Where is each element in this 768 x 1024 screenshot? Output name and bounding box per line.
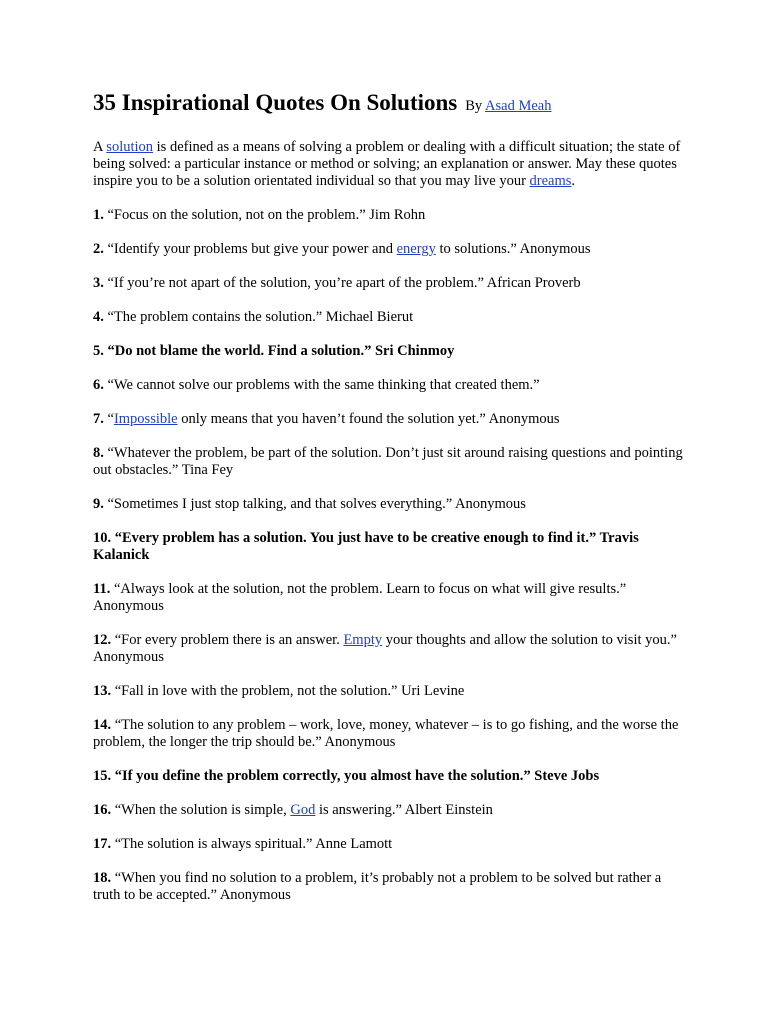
quote-number: 10. [93, 530, 112, 546]
quote-12 [93, 632, 683, 666]
quote-number: 5. [93, 343, 104, 359]
quote-text: is answering.” Albert Einstein [315, 802, 493, 818]
quote-11 [93, 581, 683, 615]
quote-text: “Sometimes I just stop talking, and that solves everything.” Anonymous [103, 496, 526, 512]
intro-text-2: is defined as a means of solving a problem or dealing with a difficult situation; the state of being solved: a particular instance or method or solving; an explanation or answer. May these quotes inspire you to be a solution orientated individual so that you may live your [93, 139, 681, 189]
document-page [93, 88, 683, 921]
quote-number: 1. [93, 207, 104, 223]
quote-number: 2. [93, 241, 104, 257]
quote-5 [93, 343, 683, 360]
intro-text-1: A [93, 139, 107, 155]
god-link[interactable]: God [290, 802, 316, 818]
quote-number: 17. [93, 836, 112, 852]
quote-text: “The solution to any problem – work, love, money, whatever – is to go fishing, and the worse the problem, the longer the trip should be.” Anonymous [93, 717, 679, 750]
quote-number: 6. [93, 377, 104, 393]
quote-text: to solutions.” Anonymous [435, 241, 591, 257]
quote-10 [93, 530, 683, 564]
quote-7 [93, 411, 683, 428]
intro-paragraph [93, 139, 683, 190]
quote-text: “The problem contains the solution.” Michael Bierut [103, 309, 414, 325]
intro-text-3: . [571, 173, 576, 189]
quote-number: 9. [93, 496, 104, 512]
quote-number: 18. [93, 870, 112, 886]
quote-text: “When you find no solution to a problem, it’s probably not a problem to be solved but rather a truth to be accepted.” Anonymous [93, 870, 662, 903]
quote-text: “If you’re not apart of the solution, you’re apart of the problem.” African Proverb [103, 275, 581, 291]
quote-number: 16. [93, 802, 112, 818]
impossible-link[interactable]: Impossible [113, 411, 178, 427]
quote-13 [93, 683, 683, 700]
quote-number: 11. [93, 581, 111, 597]
quote-8 [93, 445, 683, 479]
quote-text: “Do not blame the world. Find a solution.” Sri Chinmoy [103, 343, 455, 359]
title-line [93, 88, 683, 121]
quote-2 [93, 241, 683, 258]
quote-number: 3. [93, 275, 104, 291]
quote-text: “If you define the problem correctly, you almost have the solution.” Steve Jobs [111, 768, 600, 784]
quote-15 [93, 768, 683, 785]
byline-label: By [465, 98, 483, 114]
quote-9 [93, 496, 683, 513]
author-link[interactable]: Asad Meah [485, 98, 552, 114]
quote-14 [93, 717, 683, 751]
quote-text: “Identify your problems but give your power and [103, 241, 397, 257]
quote-text: only means that you haven’t found the solution yet.” Anonymous [177, 411, 560, 427]
quote-text: “For every problem there is an answer. [111, 632, 344, 648]
quote-text: “Always look at the solution, not the problem. Learn to focus on what will give results.” Anonymous [93, 581, 627, 614]
quote-3 [93, 275, 683, 292]
quote-number: 7. [93, 411, 104, 427]
energy-link[interactable]: energy [396, 241, 436, 257]
quote-number: 13. [93, 683, 112, 699]
dreams-link[interactable]: dreams [529, 173, 572, 189]
quote-6 [93, 377, 683, 394]
quote-number: 12. [93, 632, 112, 648]
quote-number: 14. [93, 717, 112, 733]
quote-text: “We cannot solve our problems with the same thinking that created them.” [103, 377, 540, 393]
quote-text: “Focus on the solution, not on the problem.” Jim Rohn [103, 207, 426, 223]
quote-text: “Whatever the problem, be part of the solution. Don’t just sit around raising questions and pointing out obstacles.” Tina Fey [93, 445, 683, 478]
empty-link[interactable]: Empty [343, 632, 383, 648]
quote-text: your thoughts and allow the solution to visit you.” Anonymous [93, 632, 677, 665]
quote-text: “Fall in love with the problem, not the solution.” Uri Levine [111, 683, 465, 699]
page-title: 35 Inspirational Quotes On Solutions [93, 90, 458, 115]
quote-text: “Every problem has a solution. You just have to be creative enough to find it.” Travis Kalanick [93, 530, 639, 563]
quote-18 [93, 870, 683, 904]
byline [465, 98, 551, 114]
quote-1 [93, 207, 683, 224]
quote-17 [93, 836, 683, 853]
quote-text: “ [103, 411, 114, 427]
quote-text: “When the solution is simple, [111, 802, 291, 818]
quote-number: 8. [93, 445, 104, 461]
quote-4 [93, 309, 683, 326]
solution-link[interactable]: solution [106, 139, 154, 155]
quote-text: “The solution is always spiritual.” Anne Lamott [111, 836, 393, 852]
quote-16 [93, 802, 683, 819]
quote-number: 4. [93, 309, 104, 325]
quote-number: 15. [93, 768, 112, 784]
